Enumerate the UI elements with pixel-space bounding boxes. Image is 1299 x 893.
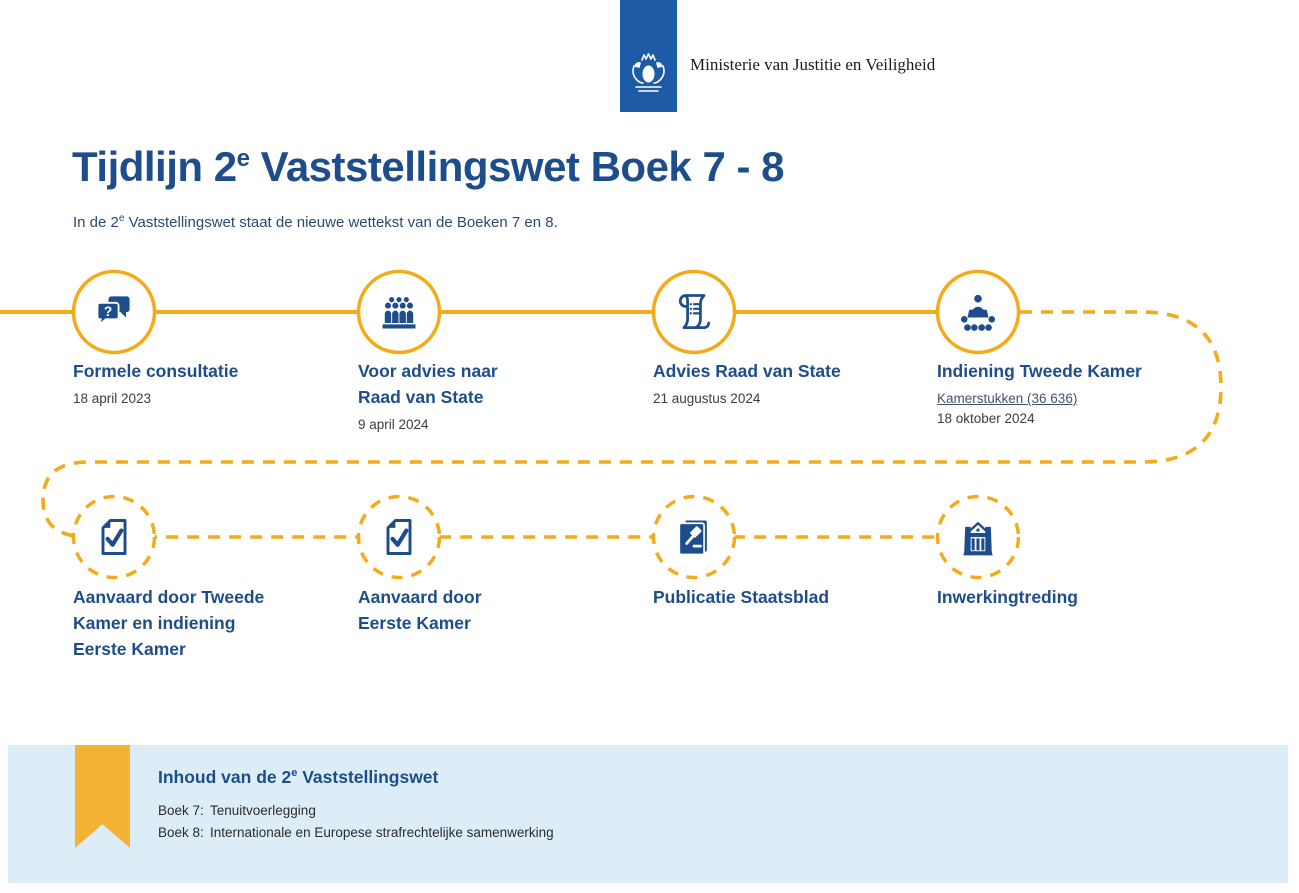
milestone-title: Publicatie Staatsblad — [653, 587, 830, 607]
book-text: Tenuitvoerlegging — [210, 803, 316, 818]
milestone-circle-7 — [649, 492, 739, 582]
book-gavel-icon — [672, 515, 716, 559]
page-title: Tijdlijn 2e Vaststellingswet Boek 7 - 8 — [72, 143, 784, 190]
milestone-label-6 — [358, 584, 608, 636]
milestone-title: Advies Raad van State — [653, 361, 841, 381]
info-box-heading: Inhoud van de 2e Vaststellingswet — [158, 767, 439, 787]
milestone-circle-2 — [354, 267, 444, 357]
building-icon — [956, 515, 1000, 559]
kamerstukken-link[interactable]: Kamerstukken (36 636) — [937, 391, 1078, 406]
info-box — [8, 745, 1288, 883]
bookmark-ribbon-icon — [75, 745, 130, 848]
milestone-date: 18 oktober 2024 — [937, 411, 1035, 426]
milestone-circle-1 — [69, 267, 159, 357]
rijksoverheid-logo — [620, 0, 677, 112]
document-check-icon — [92, 515, 136, 559]
milestone-label-5 — [73, 584, 323, 662]
info-row-boek7 — [158, 803, 554, 818]
ministry-name: Ministerie van Justitie en Veiligheid — [690, 55, 936, 74]
milestone-title: Aanvaard door Tweede Kamer en indiening Eerste Kamer — [73, 587, 265, 659]
book-label: Boek 7: — [158, 803, 204, 818]
milestone-label-4 — [937, 358, 1187, 426]
book-label: Boek 8: — [158, 825, 204, 840]
info-row-boek8 — [158, 825, 554, 840]
milestone-circle-4 — [933, 267, 1023, 357]
milestone-date: 18 april 2023 — [73, 391, 152, 406]
milestone-title: Indiening Tweede Kamer — [937, 361, 1142, 381]
milestone-title: Formele consultatie — [73, 361, 239, 381]
milestone-title: Voor advies naar Raad van State — [358, 361, 498, 407]
intro-text: In de 2e Vaststellingswet staat de nieuwe wettekst van de Boeken 7 en 8. — [73, 213, 558, 231]
milestone-label-8 — [937, 584, 1187, 610]
milestone-label-1 — [73, 358, 323, 406]
info-box-items — [158, 803, 554, 847]
document-check-icon — [377, 515, 421, 559]
milestone-circle-5 — [69, 492, 159, 582]
milestone-date: 21 augustus 2024 — [653, 391, 761, 406]
milestone-circle-8 — [933, 492, 1023, 582]
scroll-icon — [672, 290, 716, 334]
audience-group-icon — [377, 290, 421, 334]
chat-question-icon — [92, 290, 136, 334]
svg-text:?: ? — [103, 304, 113, 320]
coat-of-arms-icon — [628, 52, 669, 100]
milestone-date: 9 april 2024 — [358, 417, 429, 432]
milestone-circle-6 — [354, 492, 444, 582]
milestone-label-7 — [653, 584, 903, 610]
milestone-label-2 — [358, 358, 608, 432]
milestone-circle-3 — [649, 267, 739, 357]
milestone-title: Aanvaard door Eerste Kamer — [358, 587, 482, 633]
milestone-title: Inwerkingtreding — [937, 587, 1078, 607]
milestone-label-3 — [653, 358, 903, 406]
speaker-podium-icon — [956, 290, 1000, 334]
book-text: Internationale en Europese strafrechtelijke samenwerking — [210, 825, 554, 840]
